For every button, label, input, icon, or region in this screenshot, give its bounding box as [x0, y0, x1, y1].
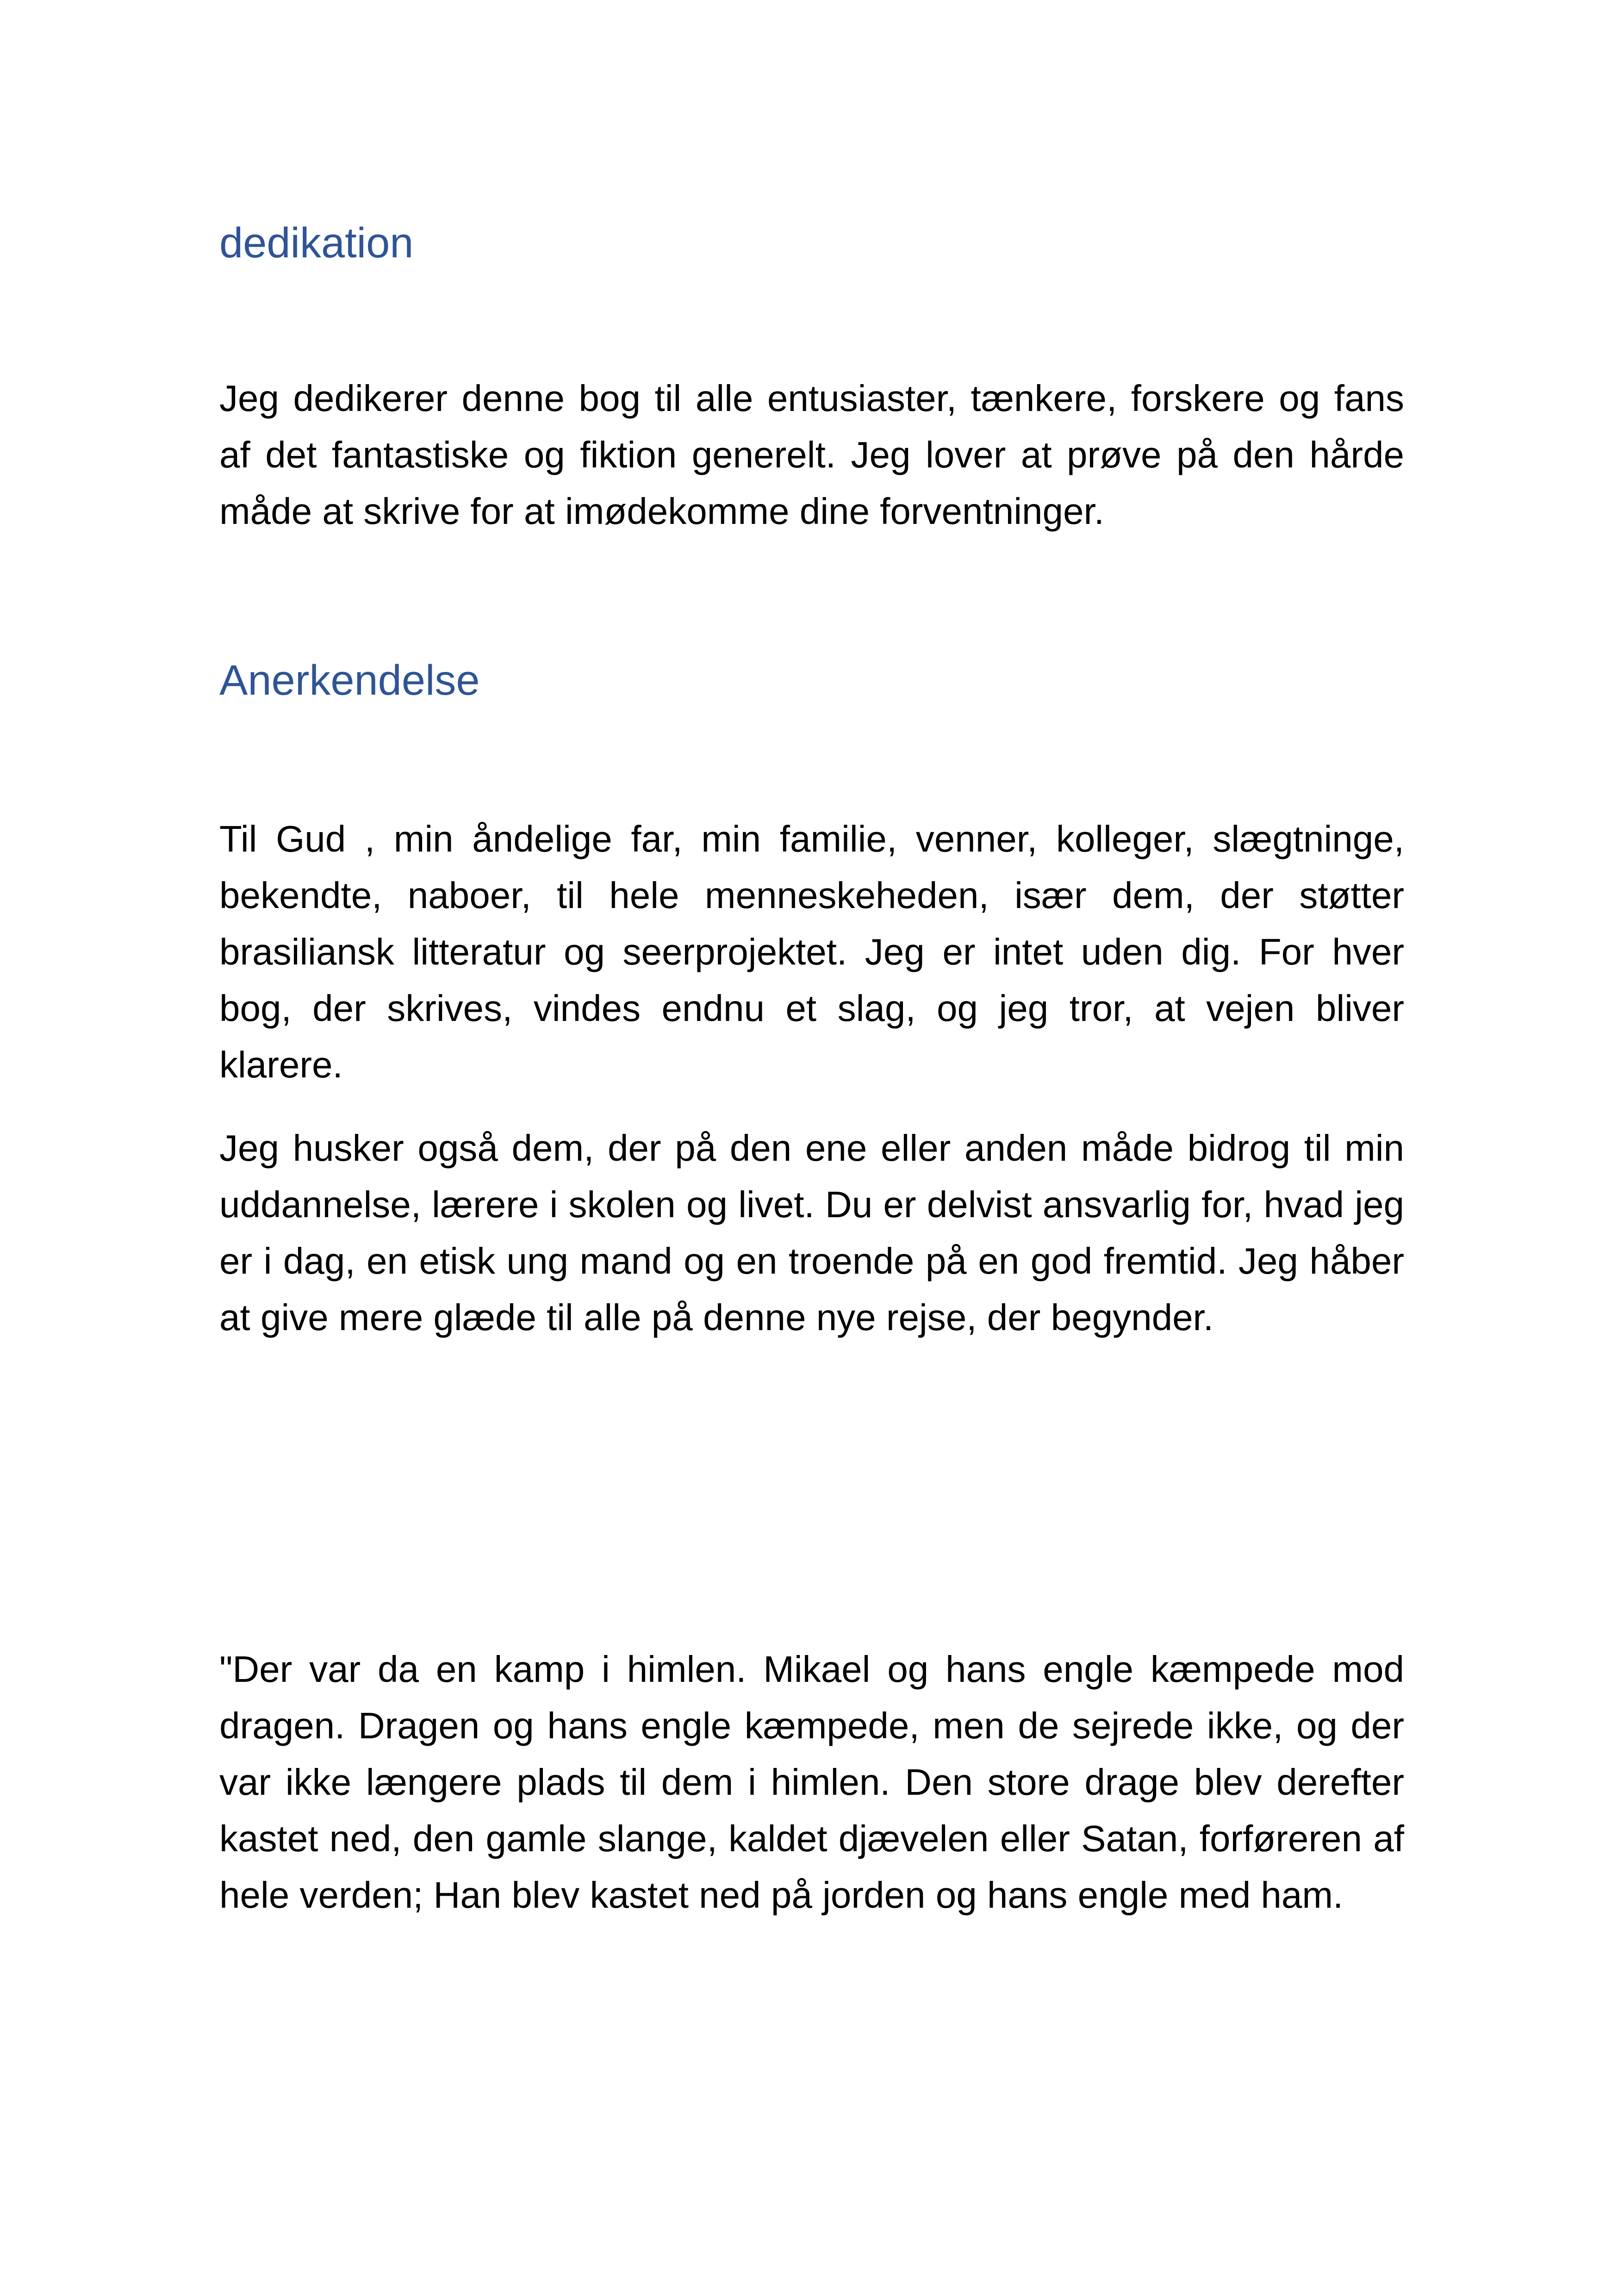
acknowledgement-paragraph-1: Til Gud , min åndelige far, min familie, venner, kolleger, slægtninge, bekendte, naboer, til hele menneskeheden, især dem, der støtter brasiliansk litteratur og seerprojektet. Jeg er intet uden dig. For hver bog, der skrives, vindes endnu et slag, og jeg tror, at vejen bliver klarere.: [219, 818, 1404, 1085]
dedication-paragraph: Jeg dedikerer denne bog til alle entusiaster, tænkere, forskere og fans af det fantastiske og fiktion generelt. Jeg lover at prøve på den hårde måde at skrive for at imødekomme dine forventninger.: [219, 378, 1404, 532]
acknowledgement-heading: Anerkendelse: [219, 657, 480, 704]
dedication-heading: dedikation: [219, 219, 414, 267]
acknowledgement-paragraph-2: Jeg husker også dem, der på den ene eller anden måde bidrog til min uddannelse, lærere i skolen og livet. Du er delvist ansvarlig for, hvad jeg er i dag, en etisk ung mand og en troende på en god fremtid. Jeg håber at give mere glæde til alle på denne nye rejse, der begynder.: [219, 1127, 1404, 1338]
epigraph-quote: "Der var da en kamp i himlen. Mikael og hans engle kæmpede mod dragen. Dragen og hans engle kæmpede, men de sejrede ikke, og der var ikke længere plads til dem i himlen. Den store drage blev derefter kastet ned, den gamle slange, kaldet djævelen eller Satan, forføreren af hele verden; Han blev kastet ned på jorden og hans engle med ham.: [219, 1649, 1404, 1916]
